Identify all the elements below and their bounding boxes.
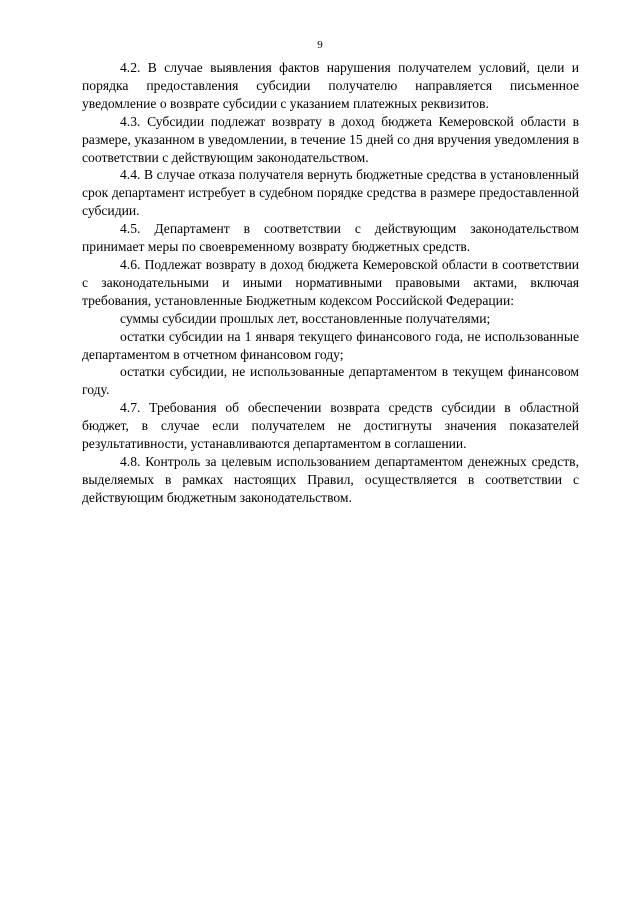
paragraph-4-8: 4.8. Контроль за целевым использованием департаментом денежных средств, выделяемых в рамках настоящих Правил, осуществляется в соответствии с действующим бюджетным законодательством. <box>82 453 579 505</box>
paragraph-4-5: 4.5. Департамент в соответствии с действующим законодательством принимает меры по своевременному возврату бюджетных средств. <box>82 221 579 255</box>
paragraph-4-4: 4.4. В случае отказа получателя вернуть бюджетные средства в установленный срок департамент истребует в судебном порядке средства в размере предоставленной субсидии. <box>82 167 579 219</box>
paragraph-4-2: 4.2. В случае выявления фактов нарушения получателем условий, цели и порядка предоставления субсидии получателю направляется письменное уведомление о возврате субсидии с указанием платежных реквизитов. <box>82 60 579 111</box>
page-number: 9 <box>317 39 323 51</box>
paragraph-4-6-item-2: остатки субсидии на 1 января текущего финансового года, не использованные департаментом в отчетном финансовом году; <box>82 328 579 362</box>
document-body <box>82 59 579 507</box>
paragraph-4-7: 4.7. Требования об обеспечении возврата средств субсидии в областной бюджет, в случае если получателем не достигнуты значения показателей результативности, устанавливаются департаментом в соглашении. <box>82 400 579 452</box>
paragraph-4-3: 4.3. Субсидии подлежат возврату в доход бюджета Кемеровской области в размере, указанном в уведомлении, в течение 15 дней со дня вручения уведомления в соответствии с действующим законодательством. <box>82 113 579 165</box>
paragraph-4-6-item-3: остатки субсидии, не использованные департаментом в текущем финансовом году. <box>82 364 579 398</box>
paragraph-4-6-item-1: суммы субсидии прошлых лет, восстановленные получателями; <box>120 310 491 326</box>
paragraph-4-6: 4.6. Подлежат возврату в доход бюджета Кемеровской области в соответствии с законодательными и иными нормативными правовыми актами, включая требования, установленные Бюджетным кодексом Российской Федерации: <box>82 256 579 308</box>
